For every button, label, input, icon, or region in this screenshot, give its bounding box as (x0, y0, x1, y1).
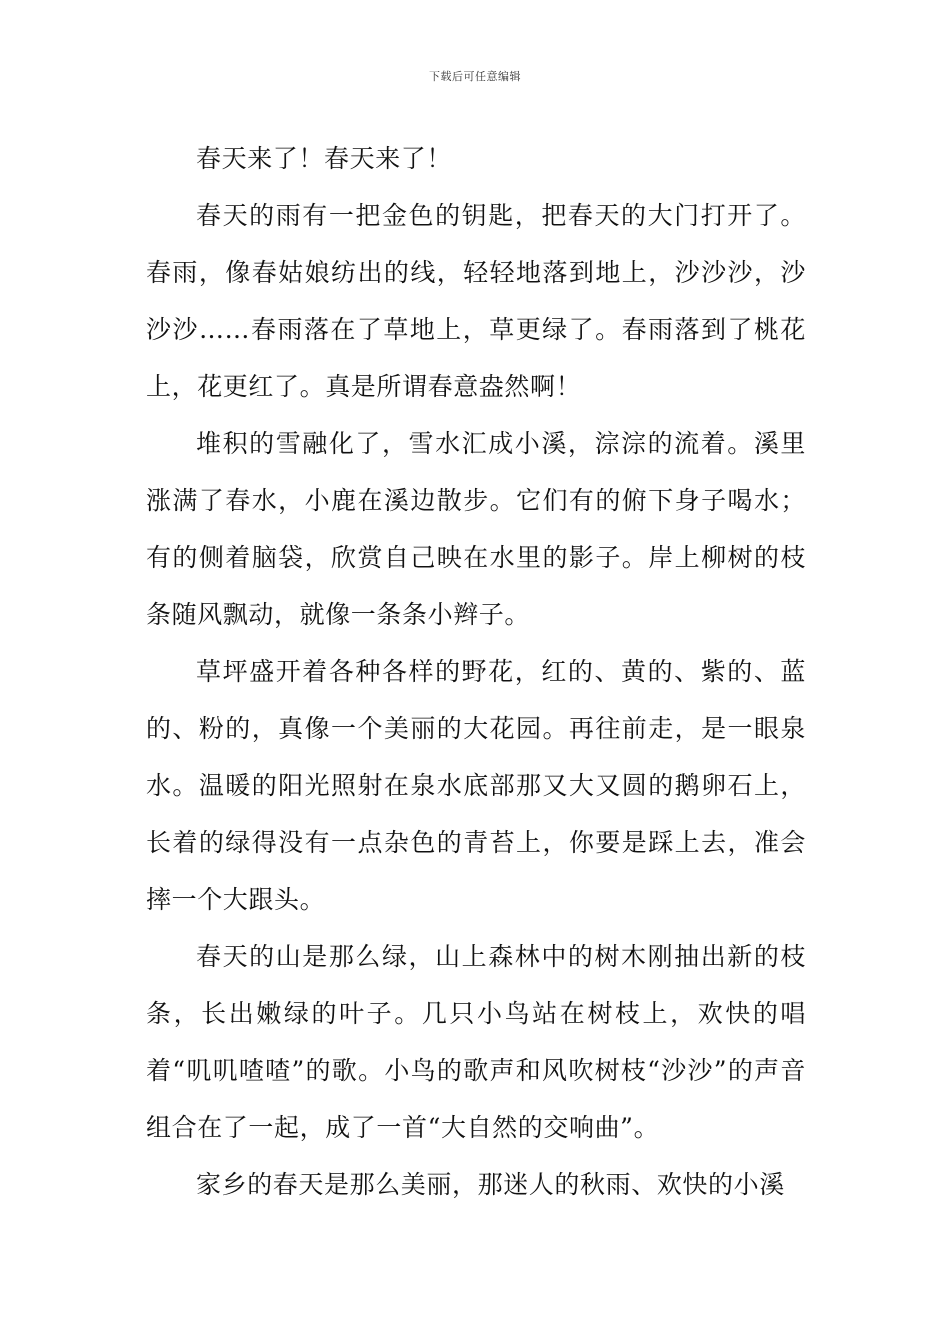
page-header-note: 下载后可任意编辑 (429, 70, 521, 83)
paragraph-1: 春天来了！春天来了！ (196, 144, 453, 173)
paragraph-6: 家乡的春天是那么美丽，那迷人的秋雨、欢快的小溪 (196, 1170, 785, 1199)
paragraph-2: 春天的雨有一把金色的钥匙，把春天的大门打开了。春雨，像春姑娘纺出的线，轻轻地落到地上，沙沙沙，沙沙沙……春雨落在了草地上，草更绿了。春雨落到了桃花上，花更红了。真是所谓春意盎然啊！ (146, 201, 806, 401)
paragraph-5: 春天的山是那么绿，山上森林中的树木刚抽出新的枝条，长出嫩绿的叶子。几只小鸟站在树枝上，欢快的唱着“叽叽喳喳”的歌。小鸟的歌声和风吹树枝“沙沙”的声音组合在了一起，成了一首“大自然的交响曲”。 (146, 942, 806, 1142)
essay-body (146, 130, 806, 1213)
paragraph-4: 草坪盛开着各种各样的野花，红的、黄的、紫的、蓝的、粉的，真像一个美丽的大花园。再往前走，是一眼泉水。温暖的阳光照射在泉水底部那又大又圆的鹅卵石上，长着的绿得没有一点杂色的青苔上，你要是踩上去，准会摔一个大跟头。 (146, 657, 806, 914)
paragraph-3: 堆积的雪融化了，雪水汇成小溪，淙淙的流着。溪里涨满了春水，小鹿在溪边散步。它们有的俯下身子喝水；有的侧着脑袋，欣赏自己映在水里的影子。岸上柳树的枝条随风飘动，就像一条条小辫子。 (146, 429, 806, 629)
